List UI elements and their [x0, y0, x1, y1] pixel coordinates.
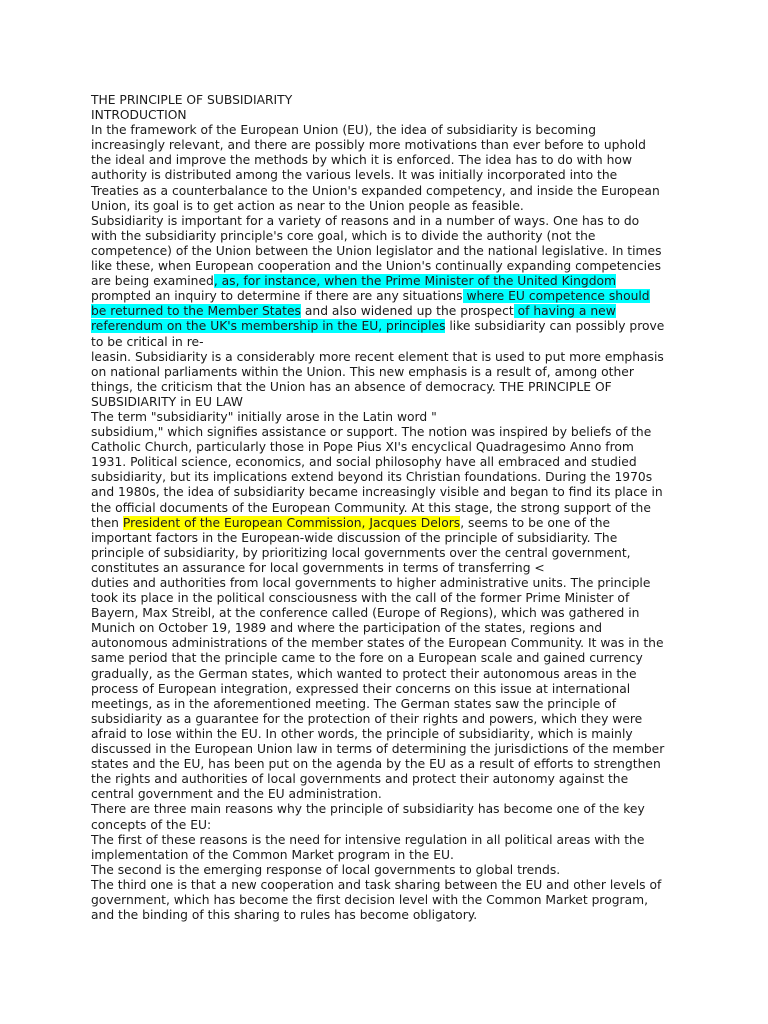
text-line — [91, 516, 691, 531]
text-segment: and the binding of this sharing to rules has become obligatory. — [91, 908, 478, 923]
text-segment: Subsidiarity is important for a variety of reasons and in a number of ways. One has to do — [91, 213, 640, 228]
text-segment: gradually, as the German states, which wanted to protect their autonomous areas in the — [91, 666, 637, 681]
text-segment: concepts of the EU: — [91, 817, 212, 832]
text-segment: important factors in the European-wide discussion of the principle of subsidiarity. The — [91, 530, 618, 545]
text-segment: are being examined — [91, 274, 214, 289]
text-segment: Catholic Church, particularly those in Pope Pius XI's encyclical Quadragesimo Anno from — [91, 440, 634, 455]
text-segment: authority is distributed among the various levels. It was initially incorporated into the — [91, 168, 618, 183]
text-segment: prompted an inquiry to determine if there are any situations — [91, 289, 463, 304]
text-line — [91, 319, 691, 334]
text-line — [91, 244, 691, 259]
text-segment: process of European integration, expressed their concerns on this issue at international — [91, 681, 631, 696]
highlighted-text-cyan: referendum on the UK's membership in the EU, principles — [91, 319, 446, 334]
text-segment: 1931. Political science, economics, and social philosophy have all embraced and studied — [91, 455, 637, 470]
text-line — [91, 697, 691, 712]
text-line — [91, 833, 691, 848]
text-segment: and also widened up the prospect — [300, 304, 514, 319]
text-segment: states and the EU, has been put on the agenda by the EU as a result of efforts to strengthen — [91, 757, 661, 772]
text-line — [91, 485, 691, 500]
text-line — [91, 682, 691, 697]
text-line — [91, 908, 691, 923]
text-segment: competence) of the Union between the Union legislator and the national legislative. In times — [91, 243, 662, 258]
text-segment: the rights and authorities of local governments and protect their autonomy against the — [91, 772, 629, 787]
text-segment: The first of these reasons is the need for intensive regulation in all political areas with the — [91, 832, 645, 847]
text-segment: The term "subsidiarity" initially arose in the Latin word " — [91, 409, 437, 424]
text-line — [91, 123, 691, 138]
text-line — [91, 365, 691, 380]
text-line — [91, 108, 691, 123]
text-segment: to be critical in re- — [91, 334, 204, 349]
text-segment: increasingly relevant, and there are possibly more motivations than ever before to uphold — [91, 138, 646, 153]
text-segment: then — [91, 515, 123, 530]
text-line — [91, 501, 691, 516]
text-line — [91, 757, 691, 772]
text-line — [91, 138, 691, 153]
text-line — [91, 395, 691, 410]
text-line — [91, 878, 691, 893]
text-line — [91, 636, 691, 651]
text-segment: discussed in the European Union law in terms of determining the jurisdictions of the member — [91, 742, 665, 757]
text-line — [91, 772, 691, 787]
text-line — [91, 742, 691, 757]
text-line — [91, 470, 691, 485]
text-line — [91, 606, 691, 621]
text-segment: There are three main reasons why the principle of subsidiarity has become one of the key — [91, 802, 645, 817]
text-segment: The third one is that a new cooperation and task sharing between the EU and other levels of — [91, 877, 662, 892]
text-segment: constitutes an assurance for local governments in terms of transferring < — [91, 560, 545, 575]
text-segment: with the subsidiarity principle's core goal, which is to divide the authority (not the — [91, 228, 596, 243]
text-line — [91, 168, 691, 183]
text-segment: SUBSIDIARITY in EU LAW — [91, 394, 243, 409]
text-line — [91, 425, 691, 440]
text-line — [91, 350, 691, 365]
text-segment: Munich on October 19, 1989 and where the participation of the states, regions and — [91, 621, 603, 636]
text-segment: THE PRINCIPLE OF SUBSIDIARITY — [91, 93, 293, 107]
text-line — [91, 410, 691, 425]
text-segment: Bayern, Max Streibl, at the conference called (Europe of Regions), which was gathered in — [91, 606, 640, 621]
text-line — [91, 802, 691, 817]
text-line — [91, 274, 691, 289]
text-segment: subsidiarity, but its implications extend beyond its Christian foundations. During the 1970s — [91, 470, 653, 485]
text-line — [91, 818, 691, 833]
text-line — [91, 863, 691, 878]
text-segment: on national parliaments within the Union. This new emphasis is a result of, among other — [91, 364, 634, 379]
text-line — [91, 848, 691, 863]
document-body — [91, 93, 691, 923]
text-segment: the ideal and improve the methods by which it is enforced. The idea has to do with how — [91, 153, 633, 168]
text-line — [91, 93, 691, 108]
text-segment: Treaties as a counterbalance to the Union's expanded competency, and inside the European — [91, 183, 660, 198]
text-line — [91, 561, 691, 576]
text-line — [91, 214, 691, 229]
text-line — [91, 440, 691, 455]
text-segment: The second is the emerging response of local governments to global trends. — [91, 862, 561, 877]
text-line — [91, 304, 691, 319]
highlighted-text-cyan: of having a new — [513, 304, 616, 319]
text-line — [91, 153, 691, 168]
text-line — [91, 591, 691, 606]
text-segment: principle of subsidiarity, by prioritizing local governments over the central government, — [91, 545, 631, 560]
text-segment: took its place in the political consciousness with the call of the former Prime Minister of — [91, 591, 630, 606]
text-line — [91, 184, 691, 199]
text-segment: afraid to lose within the EU. In other words, the principle of subsidiarity, which is mainly — [91, 726, 633, 741]
highlighted-text-cyan: where EU competence should — [462, 289, 650, 304]
text-segment: same period that the principle came to the fore on a European scale and gained currency — [91, 651, 643, 666]
text-line — [91, 651, 691, 666]
text-segment: and 1980s, the idea of subsidiarity became increasingly visible and began to find its place in — [91, 485, 663, 500]
text-segment: the official documents of the European Community. At this stage, the strong support of the — [91, 500, 651, 515]
text-line — [91, 621, 691, 636]
text-line — [91, 380, 691, 395]
text-segment: things, the criticism that the Union has an absence of democracy. THE PRINCIPLE OF — [91, 379, 612, 394]
text-segment: leasin. Subsidiarity is a considerably more recent element that is used to put more emphasis — [91, 349, 664, 364]
text-segment: subsidium," which signifies assistance or support. The notion was inspired by beliefs of the — [91, 425, 652, 440]
text-segment: subsidiarity as a guarantee for the protection of their rights and powers, which they were — [91, 711, 643, 726]
text-segment: Union, its goal is to get action as near to the Union people as feasible. — [91, 198, 524, 213]
text-line — [91, 787, 691, 802]
text-segment: meetings, as in the aforementioned meeting. The German states saw the principle of — [91, 696, 617, 711]
text-line — [91, 455, 691, 470]
text-segment: like subsidiarity can possibly prove — [445, 319, 665, 334]
text-line — [91, 576, 691, 591]
text-line — [91, 199, 691, 214]
text-segment: duties and authorities from local governments to higher administrative units. The principle — [91, 576, 651, 590]
text-line — [91, 229, 691, 244]
text-line — [91, 259, 691, 274]
text-line — [91, 335, 691, 350]
text-line — [91, 531, 691, 546]
text-segment: like these, when European cooperation and the Union's continually expanding competencies — [91, 259, 662, 274]
text-line — [91, 667, 691, 682]
text-segment: INTRODUCTION — [91, 108, 187, 123]
text-line — [91, 712, 691, 727]
text-segment: central government and the EU administration. — [91, 787, 382, 802]
text-segment: government, which has become the first decision level with the Common Market program, — [91, 892, 648, 907]
text-line — [91, 546, 691, 561]
text-line — [91, 289, 691, 304]
highlighted-text-yellow: President of the European Commission, Jacques Delors — [122, 515, 461, 530]
text-line — [91, 727, 691, 742]
highlighted-text-cyan: , as, for instance, when the Prime Minister of the United Kingdom — [213, 274, 617, 289]
text-segment: autonomous administrations of the member states of the European Community. It was in the — [91, 636, 664, 651]
text-segment: implementation of the Common Market program in the EU. — [91, 847, 454, 862]
text-line — [91, 893, 691, 908]
highlighted-text-cyan: be returned to the Member States — [91, 304, 301, 319]
text-segment: , seems to be one of the — [460, 515, 611, 530]
text-segment: In the framework of the European Union (EU), the idea of subsidiarity is becoming — [91, 123, 597, 138]
